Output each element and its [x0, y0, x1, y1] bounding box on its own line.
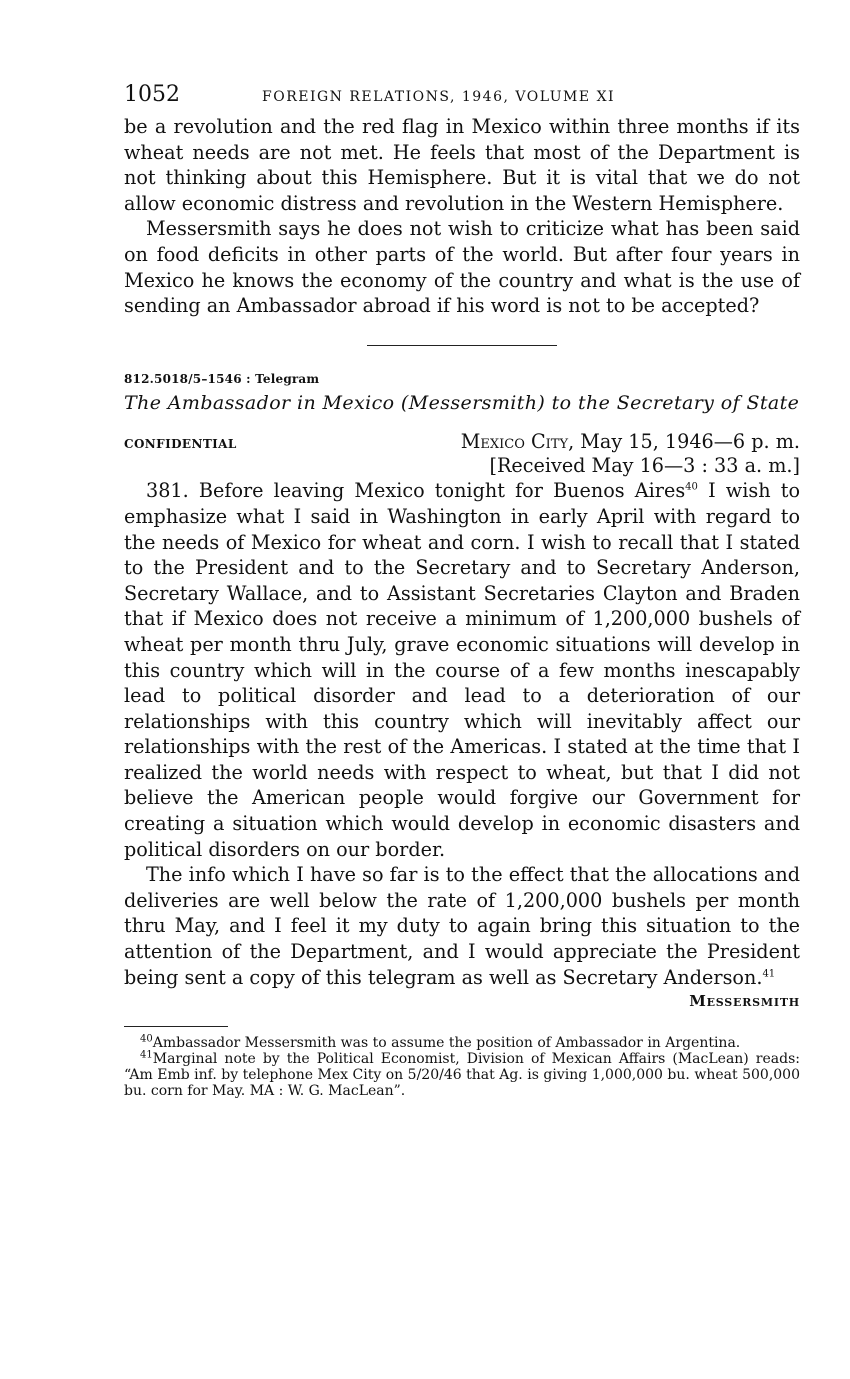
place: Mexico City [460, 429, 569, 453]
date: , May 15, 1946—6 p. m. [568, 429, 800, 453]
footnote [124, 1051, 800, 1099]
footnote-ref: 40 [685, 481, 698, 493]
telegram-paragraph [124, 478, 800, 862]
document-heading: The Ambassador in Mexico (Messersmith) to the Secretary of State [124, 391, 800, 414]
paragraph-text: 381. Before leaving Mexico tonight for Buenos Aires [146, 479, 686, 503]
file-reference: 812.5018/5–1546 : Telegram [124, 371, 320, 386]
footnote-number: 40 [140, 1033, 153, 1045]
running-head [124, 82, 800, 112]
classification-label: CONFIDENTIAL [124, 436, 237, 451]
footnote [124, 1035, 800, 1051]
place-date [461, 430, 800, 453]
footnote-ref: 41 [762, 968, 776, 980]
dateline [124, 430, 800, 453]
telegram-paragraph [124, 862, 800, 990]
preceding-paragraph: be a revolution and the red flag in Mexico within three months if its wheat needs are not met. He feels that most of the Department is not thinking about this Hemisphere. But it is vital that we do not allow economic distress and revolution in the Western Hemisphere. [124, 115, 800, 215]
paragraph-text: The info which I have so far is to the effect that the allocations and deliveries are well below the rate of 1,200,000 bushels per month thru May, and I feel it my duty to again bring this situation to the attention of the Department, and I would appreciate the President being sent a copy of this telegram as well as Secretary Anderson. [124, 863, 800, 989]
paragraph-text: I wish to emphasize what I said in Washington in early April with regard to the needs of Mexico for wheat and corn. I wish to recall that I stated to the President and to the Secretary and to Secretary Anderson, Secretary Wallace, and to Assistant Secretaries Clayton and Braden that if Mexico does not receive a minimum of 1,200,000 bushels of wheat per month thru July, grave economic situations will develop in this country which will in the course of a few months inescapably lead to political disorder and lead to a deterioration of our relationships with this country which will inevitably affect our relationships with the rest of the Americas. I stated at the time that I realized the world needs with respect to wheat, but that I did not believe the American people would forgive our Government for creating a situation which would develop in economic disasters and political disorders on our border. [124, 479, 800, 861]
section-divider [367, 345, 557, 346]
page [124, 82, 800, 1099]
telegram-body [124, 478, 800, 990]
page-number: 1052 [124, 82, 180, 107]
received-line: [Received May 16—3 : 33 a. m.] [489, 453, 800, 477]
running-title: FOREIGN RELATIONS, 1946, VOLUME XI [262, 89, 616, 105]
footnote-text: Ambassador Messersmith was to assume the position of Ambassador in Argentina. [152, 1035, 741, 1052]
signature: Messersmith [689, 992, 800, 1011]
footnote-text: Marginal note by the Political Economist, Division of Mexican Affairs (MacLean) reads: “Am Emb inf. by telephone Mex City on 5/20/46 that Ag. is giving 1,000,000 bu. wheat 500,000 bu. corn for May. MA : W. G. MacLean”. [124, 1051, 800, 1100]
preceding-paragraph: Messersmith says he does not wish to criticize what has been said on food deficits in other parts of the world. But after four years in Mexico he knows the economy of the country and what is the use of sending an Ambassador abroad if his word is not to be accepted? [124, 217, 800, 318]
footnote-rule [124, 1026, 228, 1027]
preceding-text [124, 114, 800, 319]
footnote-number: 41 [140, 1049, 153, 1061]
